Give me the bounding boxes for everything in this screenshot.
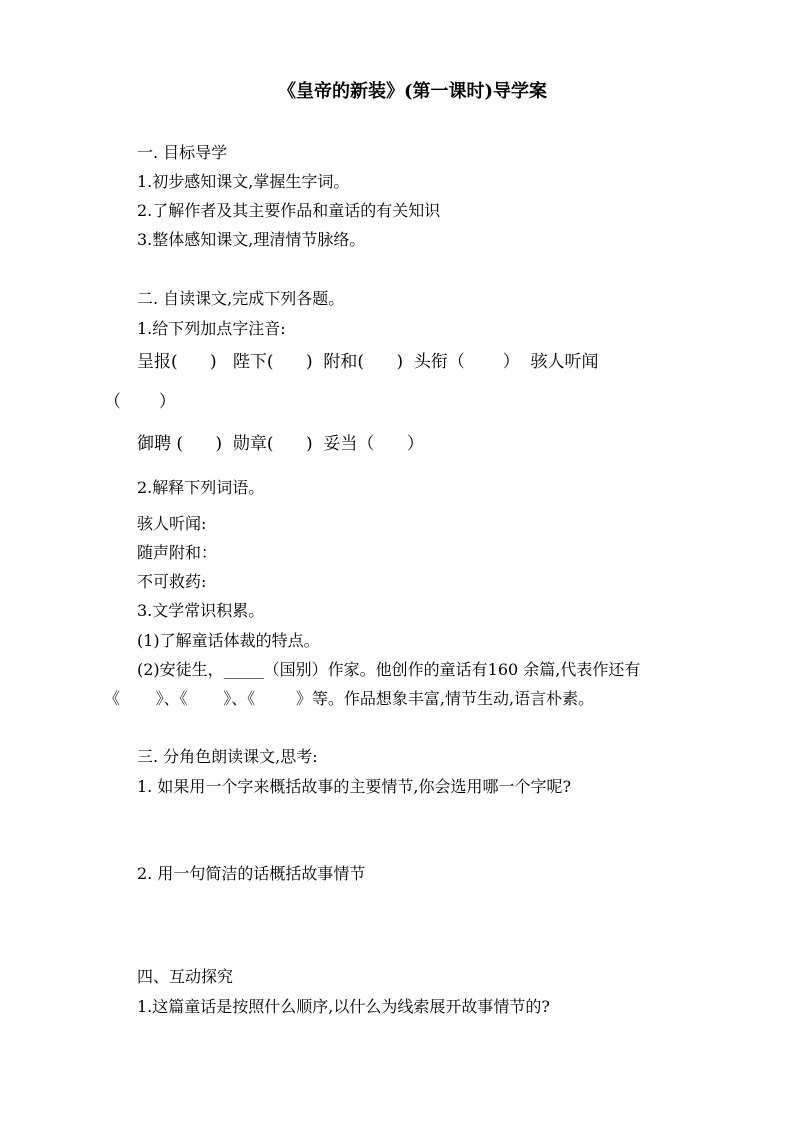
section1-item-1: 1.初步感知课文,掌握生字词。 [137, 172, 350, 191]
section4-q1: 1.这篇童话是按照什么顺序,以什么为线索展开故事情节的? [137, 997, 550, 1016]
pinyin-row-1: 呈报( ) 陛下( ) 附和( ) 头衔（ ） 骇人听闻 [137, 352, 599, 372]
section2-q3-1: (1)了解童话体裁的特点。 [137, 631, 320, 650]
section3-q1: 1. 如果用一个字来概括故事的主要情节,你会选用哪一个字呢? [137, 777, 572, 796]
page-title: 《皇帝的新装》(第一课时)导学案 [278, 81, 548, 102]
section4-heading: 四、互动探究 [137, 967, 234, 986]
term-2: 随声附和： [137, 543, 218, 562]
section2-q3-2: (2)安徒生，_____（国别）作家。他创作的童话有160 余篇,代表作还有 [137, 660, 641, 679]
section2-q2: 2.解释下列词语。 [137, 478, 265, 497]
term-3: 不可救药: [137, 572, 207, 591]
section2-q3: 3.文学常识积累。 [137, 601, 265, 620]
section2-q3-2-cont: 《 》、《 》、《 》等。作品想象丰富,情节生动,语言朴素。 [104, 689, 595, 708]
section2-q1: 1.给下列加点字注音: [137, 319, 286, 338]
section1-heading: 一. 目标导学 [137, 143, 228, 162]
section2-heading: 二. 自读课文,完成下列各题。 [137, 289, 345, 308]
term-1: 骇人听闻: [137, 514, 207, 533]
section1-item-2: 2.了解作者及其主要作品和童话的有关知识 [137, 201, 441, 220]
section1-item-3: 3.整体感知课文,理清情节脉络。 [137, 230, 366, 249]
section3-q2: 2. 用一句简洁的话概括故事情节 [137, 864, 366, 883]
section3-heading: 三. 分角色朗读课文,思考: [137, 747, 318, 766]
pinyin-row-2: 御聘 ( ) 勋章( ) 妥当（ ） [137, 434, 424, 454]
pinyin-row-1-cont: （ ） [104, 392, 176, 412]
